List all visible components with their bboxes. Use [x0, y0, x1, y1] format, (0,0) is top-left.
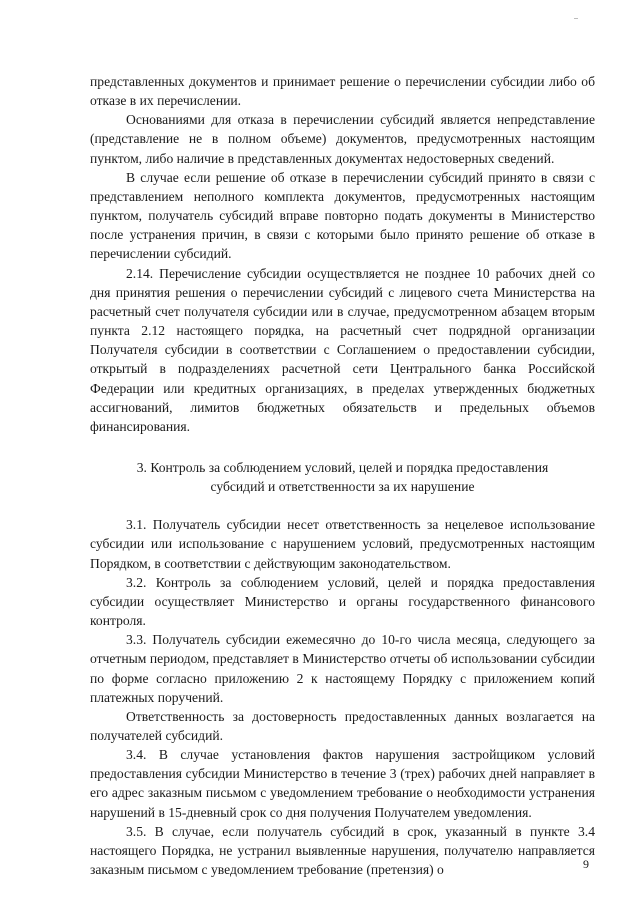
section-3-heading-line1: 3. Контроль за соблюдением условий, целей и порядка предоставления — [136, 459, 549, 475]
paragraph-3-3: 3.3. Получатель субсидии ежемесячно до 10-го числа месяца, следующего за отчетным периодом, представляет в Министерство отчеты об использовании субсидии по форме согласно приложению 2 к настоящему Порядку с приложением копий платежных поручений. — [90, 632, 595, 705]
paragraph-3-2: 3.2. Контроль за соблюдением условий, целей и порядка предоставления субсидии осуществляет Министерство и органы государственного финансового контроля. — [90, 574, 595, 629]
document-body — [90, 72, 595, 879]
paragraph-3-5: 3.5. В случае, если получатель субсидий в срок, указанный в пункте 3.4 настоящего Порядка, не устранил выявленные нарушения, получателю направляется заказным письмом с уведомлением требование (претензия) о — [90, 823, 595, 878]
section-3-heading — [98, 458, 587, 496]
paragraph-3-4: 3.4. В случае установления фактов нарушения застройщиком условий предоставления субсидии Министерство в течение 3 (трех) рабочих дней направляет в его адрес заказным письмом с уведомлением требование о необходимости устранения нарушений в 15-дневный срок со дня получения Получателем уведомления. — [90, 747, 595, 820]
paragraph-3-1: 3.1. Получатель субсидии несет ответственность за нецелевое использование субсидии или использование с нарушением условий, предусмотренных настоящим Порядком, в соответствии с действующим законодательством. — [90, 517, 595, 571]
section-3-heading-line2: субсидий и ответственности за их нарушение — [210, 479, 475, 495]
paragraph-responsibility: Ответственность за достоверность предоставленных данных возлагается на получателей субсидий. — [90, 708, 595, 743]
paragraph-resubmission: В случае если решение об отказе в перечислении субсидий принято в связи с представлением неполного комплекта документов, предусмотренных настоящим пунктом, получатель субсидий вправе повторно подать документы в Министерство после устранения причин, в связи с которыми было принято решение об отказе в перечислении субсидий. — [90, 169, 595, 262]
paragraph-refusal-grounds: Основаниями для отказа в перечислении субсидий является непредставление (представление не в полном объеме) документов, предусмотренных настоящим пунктом, либо наличие в представленных документах недостоверных сведений. — [90, 112, 595, 166]
scan-mark — [574, 18, 578, 19]
paragraph-2-14: 2.14. Перечисление субсидии осуществляется не позднее 10 рабочих дней со дня принятия решения о перечислении субсидий с лицевого счета Министерства на расчетный счет получателя субсидии или в случае, предусмотренном абзацем вторым пункта 2.12 настоящего порядка, на расчетный счет подрядной организации Получателя субсидии в соответствии с Соглашением о предоставлении субсидии, открытый в подразделениях расчетной сети Центрального банка Российской Федерации или кредитных организациях, в пределах утвержденных бюджетных ассигнований, лимитов бюджетных обязательств и предельных объемов финансирования. — [90, 265, 595, 434]
page-number: 9 — [583, 857, 589, 871]
paragraph-continuation: представленных документов и принимает решение о перечислении субсидии либо об отказе в их перечислении. — [90, 74, 595, 109]
